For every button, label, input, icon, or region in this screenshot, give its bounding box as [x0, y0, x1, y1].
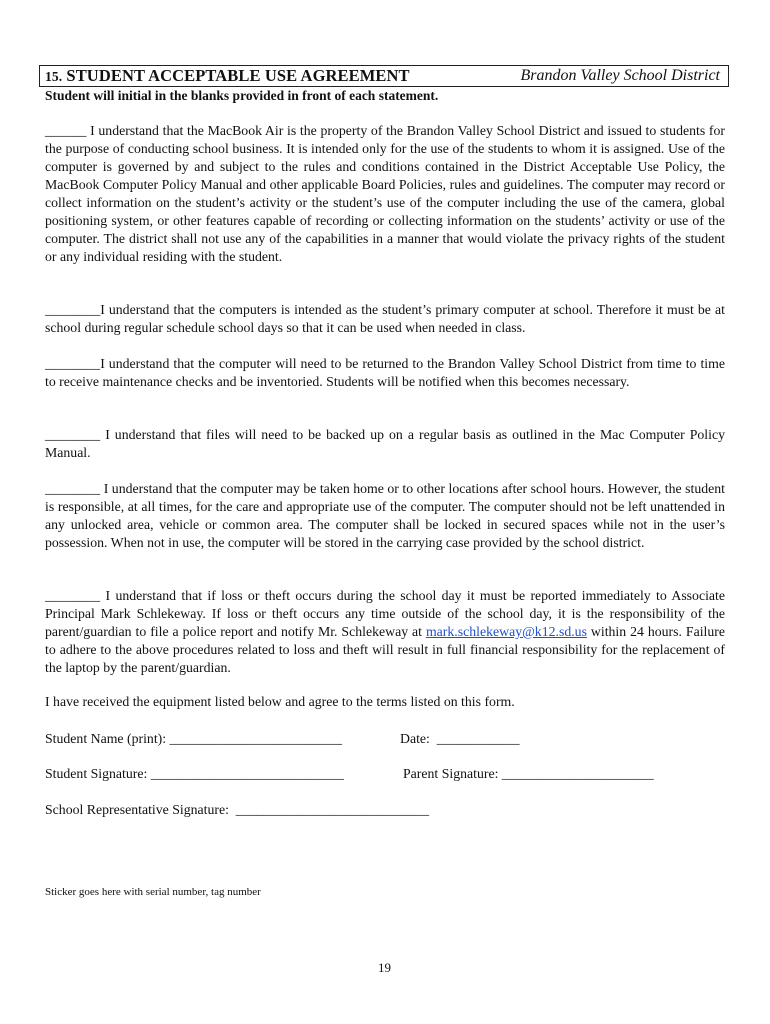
equipment-received-statement: I have received the equipment listed below and agree to the terms listed on this form.	[45, 694, 515, 709]
statement-6	[45, 587, 725, 677]
statement-text: I understand that files will need to be backed up on a regular basis as outlined in the Mac Computer Policy Manual.	[45, 427, 725, 460]
page-number: 19	[378, 960, 391, 975]
statement-text-end: within 24 hours. Failure to adhere to the above procedures related to loss and theft will result in full financial responsibility for the replacement of the laptop by the parent/guardian.	[45, 624, 725, 675]
statement-text: I understand that if loss or theft occurs during the school day it must be reported immediately to Associate Principal Mark Schlekeway. If loss or theft occurs any time outside of the school day, it is the responsibility of the parent/guardian to file a police report and notify Mr. Schlekeway at	[45, 588, 725, 639]
initial-blank[interactable]: ______	[45, 123, 87, 138]
student-signature-field[interactable]: Student Signature: ____________________________	[45, 766, 344, 781]
statement-3	[45, 355, 725, 391]
initial-blank[interactable]: ________	[45, 481, 101, 496]
date-field[interactable]: Date: ____________	[400, 731, 520, 746]
initial-blank[interactable]: ________	[45, 427, 101, 442]
section-title-text: STUDENT ACCEPTABLE USE AGREEMENT	[66, 66, 410, 85]
statement-text: I understand that the computer may be taken home or to other locations after school hours. However, the student is responsible, at all times, for the care and appropriate use of the computer. The computer should not be left unattended in any unlocked area, vehicle or common area. The computer shall be locked in secured spaces while not in the user’s possession. When not in use, the computer will be stored in the carrying case provided by the school district.	[45, 481, 725, 550]
initial-blank[interactable]: ________	[45, 302, 101, 317]
statement-1	[45, 122, 725, 266]
parent-signature-field[interactable]: Parent Signature: ______________________	[403, 766, 654, 781]
statement-text: I understand that the MacBook Air is the property of the Brandon Valley School District and issued to students for the purpose of conducting school business. It is intended only for the use of the students to whom it is assigned. Use of the computer is governed by and subject to the rules and conditions contained in the District Acceptable Use Policy, the MacBook Computer Policy Manual and other applicable Board Policies, rules and guidelines. The computer may record or collect information on the student’s activity or the student’s use of the computer including the use of the camera, global positioning system, or other features capable of recording or collecting information on the students’ activity or use of the computer. The district shall not use any of the capabilities in a manner that would violate the privacy rights of the student or any individual residing with the student.	[45, 123, 725, 264]
statement-2	[45, 301, 725, 337]
section-number: 15.	[45, 69, 63, 84]
section-header	[39, 65, 729, 87]
school-representative-signature-field[interactable]: School Representative Signature: ____________________________	[45, 802, 429, 817]
section-title	[45, 66, 410, 86]
initial-blank[interactable]: ________	[45, 356, 101, 371]
statement-text: I understand that the computers is intended as the student’s primary computer at school. Therefore it must be at school during regular schedule school days so that it can be used when needed in class.	[45, 302, 725, 335]
statement-text: I understand that the computer will need to be returned to the Brandon Valley School District from time to time to receive maintenance checks and be inventoried. Students will be notified when this becomes necessary.	[45, 356, 725, 389]
statement-5	[45, 480, 725, 552]
initial-blank[interactable]: ________	[45, 588, 101, 603]
student-name-field[interactable]: Student Name (print): _________________________	[45, 731, 342, 746]
sticker-note: Sticker goes here with serial number, tag number	[45, 886, 261, 898]
email-link[interactable]: mark.schlekeway@k12.sd.us	[425, 624, 587, 639]
statement-4	[45, 426, 725, 462]
district-name: Brandon Valley School District	[520, 67, 720, 84]
instructions: Student will initial in the blanks provided in front of each statement.	[45, 88, 439, 103]
